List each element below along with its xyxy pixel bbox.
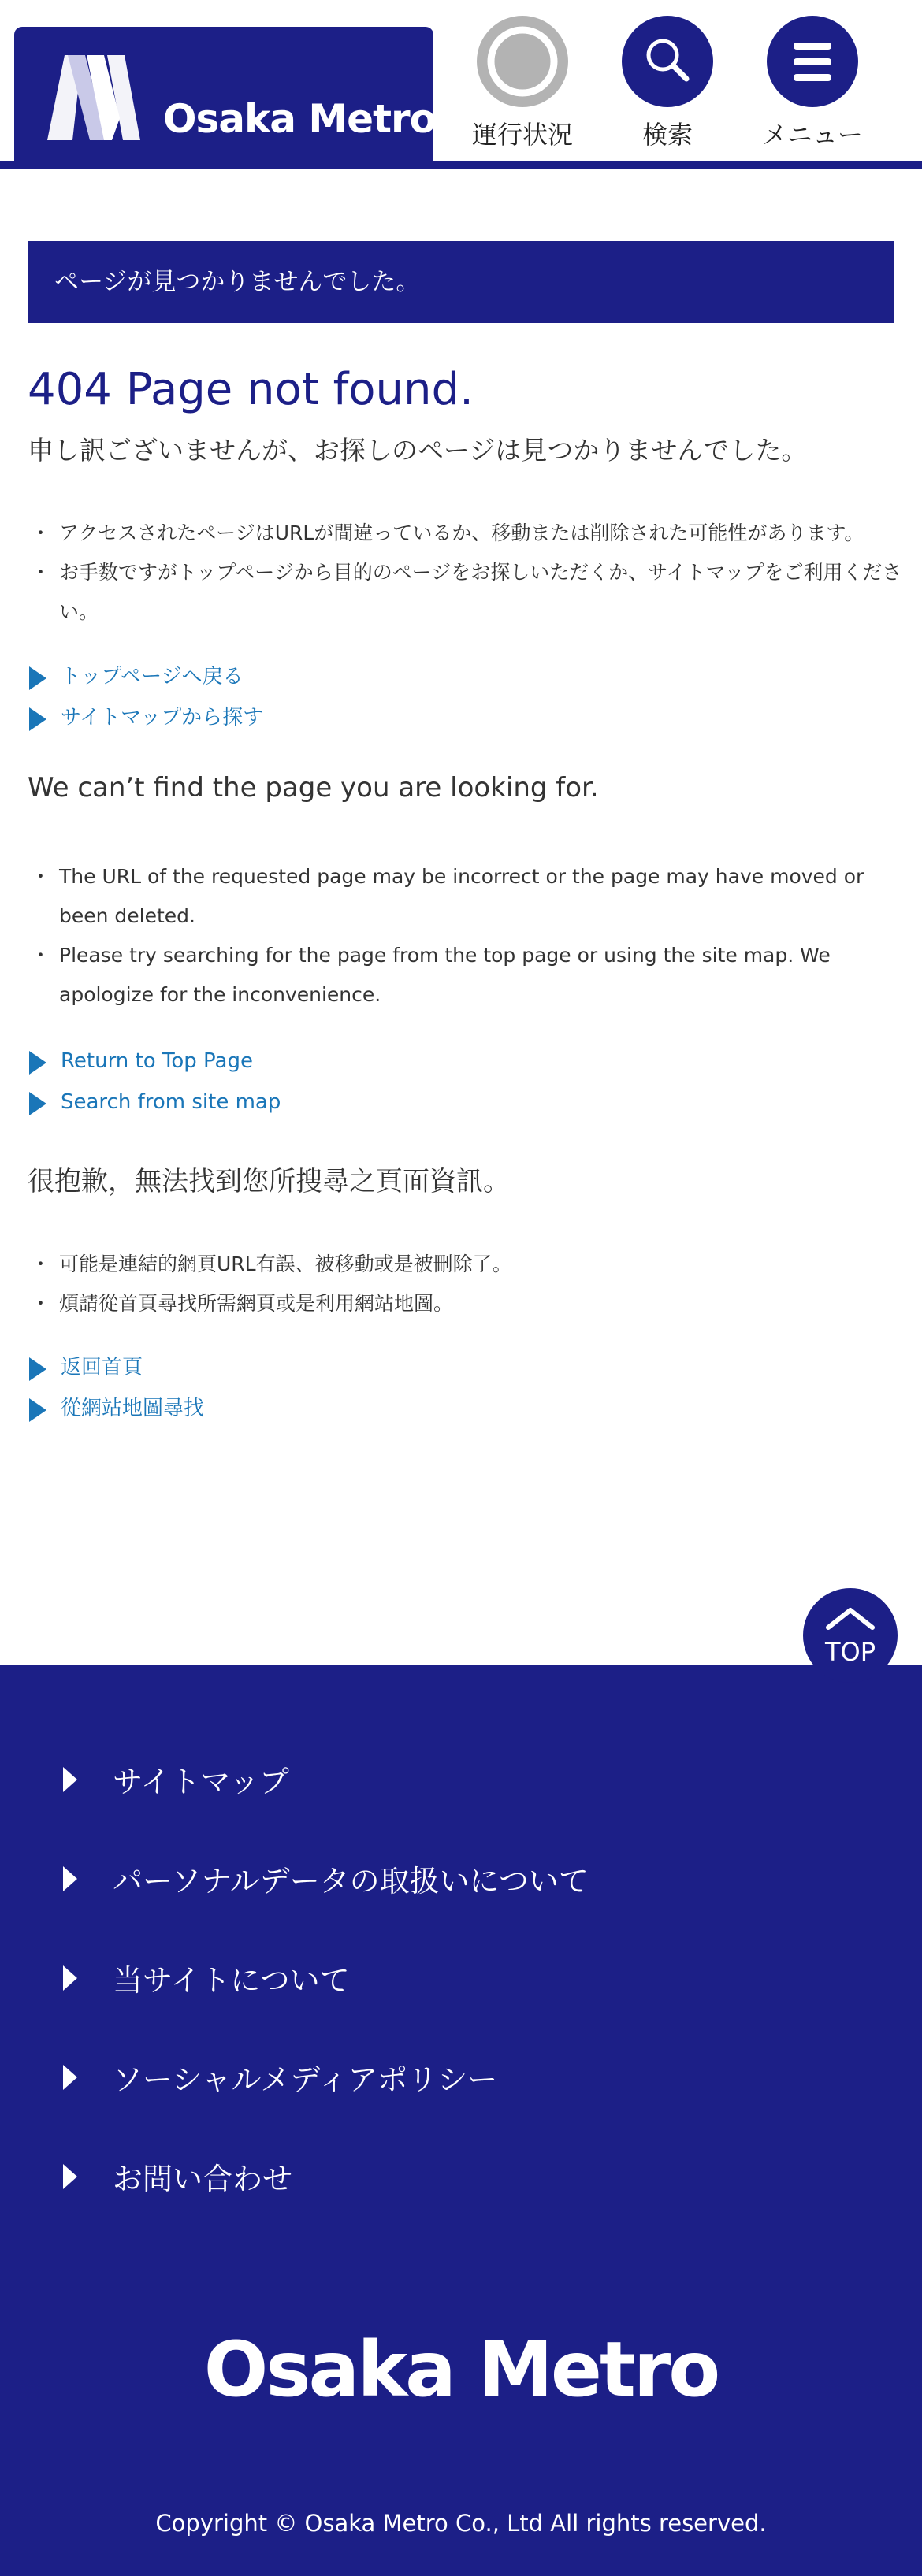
page-title: 404 Page not found.: [28, 364, 474, 415]
link-list-en: [28, 1041, 281, 1123]
notice-text: ページが見つかりませんでした。: [54, 268, 421, 296]
site-header: [0, 0, 922, 169]
footer-link-social-media-policy[interactable]: [0, 2046, 922, 2109]
bullet-text: Please try searching for the page from the top page or using the site map. We apologize for the inconvenience.: [59, 944, 831, 1006]
triangle-right-icon: [29, 666, 46, 690]
top-page-link-zh[interactable]: [28, 1348, 204, 1389]
bullet-text: 煩請從首頁尋找所需網頁或是利用網站地圖。: [59, 1292, 454, 1315]
list-item: [28, 1245, 902, 1284]
top-page-link-ja[interactable]: [28, 657, 263, 698]
footer-link-label: 当サイトについて: [113, 1963, 350, 1998]
bullet-list-ja: [28, 514, 902, 632]
hamburger-menu-icon: [767, 16, 858, 107]
link-list-ja: [28, 657, 263, 739]
link-list-zh: [28, 1348, 204, 1430]
list-item: [28, 936, 902, 1015]
triangle-right-icon: [63, 1866, 77, 1891]
triangle-right-icon: [29, 707, 46, 731]
bullet-list-zh: [28, 1245, 902, 1323]
triangle-right-icon: [63, 2164, 77, 2189]
triangle-right-icon: [29, 1051, 46, 1075]
menu-button[interactable]: [753, 16, 872, 150]
search-button[interactable]: [608, 16, 727, 150]
search-label: 検索: [641, 120, 693, 150]
triangle-right-icon: [29, 1357, 46, 1381]
triangle-right-icon: [63, 1767, 77, 1792]
copyright-text: Copyright © Osaka Metro Co., Ltd All rights reserved.: [155, 2510, 767, 2537]
back-to-top-button[interactable]: [803, 1588, 898, 1683]
triangle-right-icon: [29, 1092, 46, 1115]
list-item: [28, 553, 902, 632]
bullet-text: アクセスされたページはURLが間違っているか、移動または削除された可能性があります。: [59, 522, 864, 544]
not-found-notice-bar: [28, 241, 894, 323]
bullet-text: 可能是連結的網頁URL有誤、被移動或是被刪除了。: [59, 1253, 512, 1275]
bullet-mark: ・: [31, 1253, 51, 1275]
site-footer: [0, 1665, 922, 2576]
top-page-link-en[interactable]: [28, 1041, 281, 1082]
triangle-right-icon: [63, 2065, 77, 2090]
sitemap-link-zh[interactable]: [28, 1389, 204, 1430]
bullet-mark: ・: [31, 865, 51, 888]
list-item: [28, 514, 902, 553]
top-label: TOP: [824, 1637, 876, 1667]
link-label: 從網站地圖尋找: [61, 1397, 205, 1420]
footer-link-label: お問い合わせ: [113, 2162, 293, 2196]
footer-link-sitemap[interactable]: [0, 1748, 922, 1811]
link-label: トップページへ戻る: [61, 665, 244, 689]
list-item: [28, 857, 902, 936]
bullet-list-en: [28, 857, 902, 1015]
status-ring-icon: [477, 16, 568, 107]
site-logo[interactable]: [14, 27, 436, 162]
chevron-up-icon: [825, 1602, 876, 1634]
logo-wordmark: Osaka Metro: [163, 96, 436, 142]
footer-link-personal-data[interactable]: [0, 1847, 922, 1910]
footer-link-label: ソーシャルメディアポリシー: [113, 2062, 498, 2097]
operation-status-button[interactable]: [463, 16, 582, 150]
bullet-mark: ・: [31, 944, 51, 967]
metro-m-logo-icon: [41, 49, 151, 140]
menu-label: メニュー: [761, 120, 863, 150]
header-divider: [0, 161, 922, 169]
bullet-text: お手数ですがトップページから目的のページをお探しいただくか、サイトマップをご利用ください。: [59, 561, 902, 623]
footer-link-contact[interactable]: [0, 2145, 922, 2208]
lead-text-ja: 申し訳ございませんが、お探しのページは見つかりませんでした。: [28, 435, 808, 466]
link-label: サイトマップから探す: [61, 706, 264, 729]
bullet-mark: ・: [31, 522, 51, 544]
link-label: Return to Top Page: [61, 1049, 253, 1073]
sitemap-link-en[interactable]: [28, 1082, 281, 1123]
bullet-mark: ・: [31, 561, 51, 584]
heading-zh: 很抱歉，無法找到您所搜尋之頁面資訊。: [28, 1166, 510, 1197]
footer-logo: Osaka Metro: [203, 2325, 719, 2414]
bullet-mark: ・: [31, 1292, 51, 1315]
link-label: Search from site map: [61, 1090, 281, 1114]
link-label: 返回首頁: [61, 1356, 143, 1379]
search-icon: [622, 16, 713, 107]
footer-link-label: パーソナルデータの取扱いについて: [113, 1864, 589, 1899]
list-item: [28, 1284, 902, 1323]
operation-status-label: 運行状況: [471, 120, 573, 150]
triangle-right-icon: [29, 1398, 46, 1422]
triangle-right-icon: [63, 1965, 77, 1991]
footer-link-label: サイトマップ: [113, 1765, 289, 1799]
bullet-text: The URL of the requested page may be incorrect or the page may have moved or been deleted.: [59, 865, 864, 927]
sitemap-link-ja[interactable]: [28, 698, 263, 739]
heading-en: We can’t find the page you are looking for.: [28, 772, 599, 804]
footer-link-about-site[interactable]: [0, 1947, 922, 2010]
